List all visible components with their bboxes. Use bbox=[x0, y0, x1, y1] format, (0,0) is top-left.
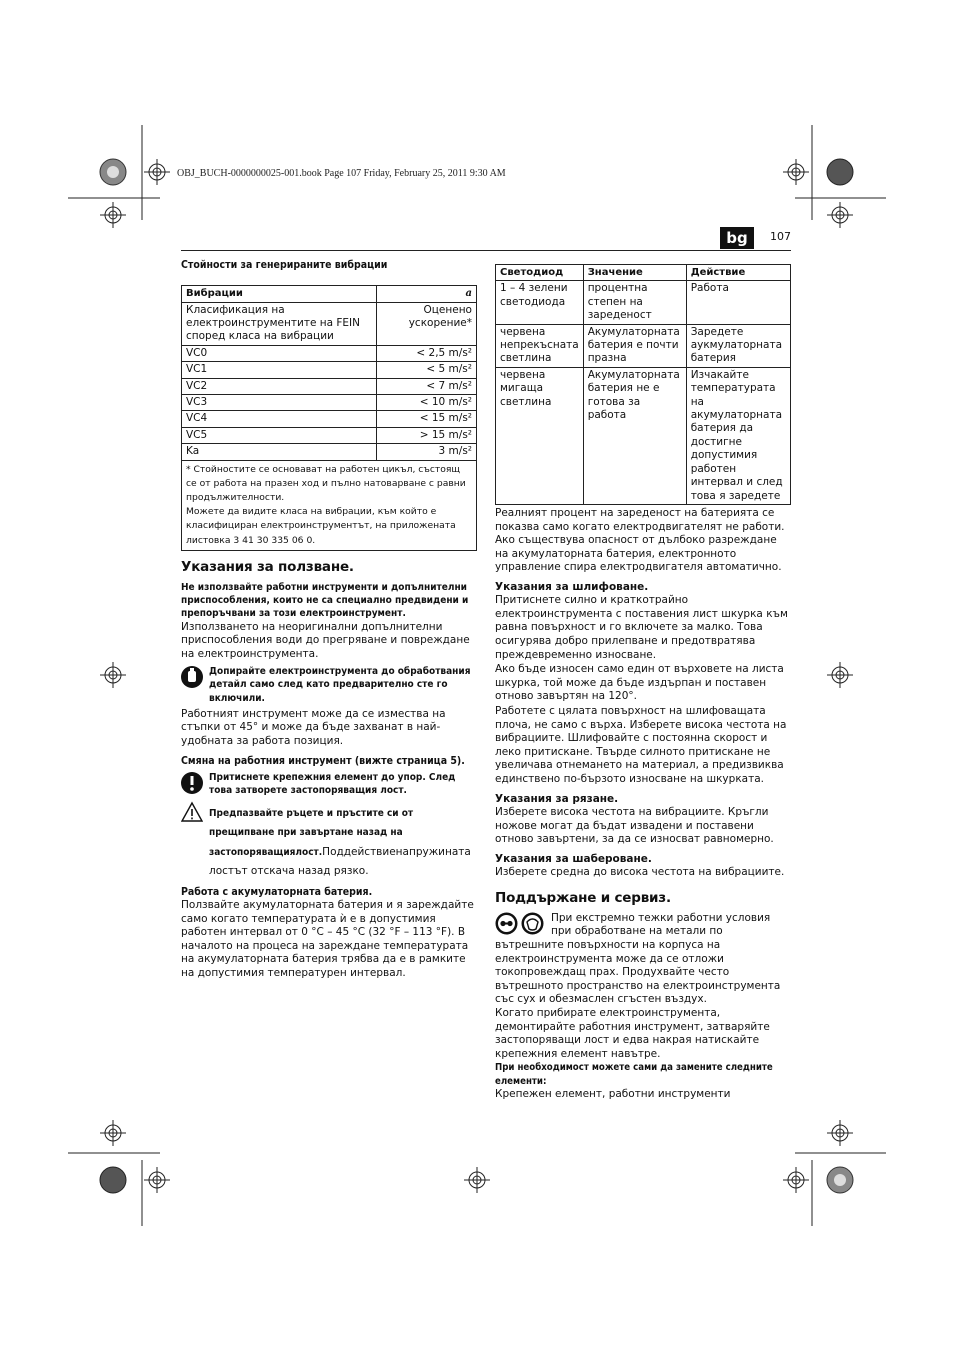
table-row bbox=[496, 367, 791, 504]
class-cell: VC5 bbox=[182, 427, 377, 443]
table-row bbox=[182, 302, 477, 345]
sanding-text-3: Работете с цялата повърхност на шлифоващата плоча, не само с върха. Изберете висока честота на вибрациите. Шлифовайте с постоянна скорост и леко притискане. Твърде силното притискане не увеличава отнемането на материал, а предизвиква единствено по-бързото износване на шкурката. bbox=[495, 705, 787, 785]
value-cell: < 7 m/s² bbox=[377, 378, 477, 394]
accel-col-header: a bbox=[377, 286, 477, 302]
meaning-cell: процентна степен на зареденост bbox=[583, 281, 686, 324]
battery-text: Ползвайте акумулаторната батерия и я зареждайте само когато температурата ѝ е в допустимия работен интервал от 0 °C – 45 °C (32 °F – 113 °F). В началото на процеса на зареждане температурата на акумулаторната батерия трябва да е в рамките на допустимия температурен интервал. bbox=[181, 899, 474, 980]
touch-warning: Допирайте електроинструмента до обработвания детайл само след като предварително сте го включили. bbox=[209, 666, 471, 704]
table-row bbox=[182, 444, 477, 460]
class-cell: Ka bbox=[182, 444, 377, 460]
usage-title: Указания за ползване. bbox=[181, 558, 354, 575]
deep-discharge-text: Ако съществува опасност от дълбоко разреждане на акумулаторната батерия, електронното управление спира електродвигателя автоматично. bbox=[495, 534, 782, 574]
touch-warning-block bbox=[181, 665, 477, 705]
usage-text: Използването на неоригинални допълнителни приспособления води до прегряване и повреждане на електроинструмента. bbox=[181, 620, 470, 660]
value-cell: < 10 m/s² bbox=[377, 395, 477, 411]
table-row bbox=[182, 345, 477, 361]
tool-position-text: Работният инструмент може да се измества на стъпки от 45° и може да бъде захванат в най-удобната за работа позиция. bbox=[181, 707, 446, 748]
service-text-2: Когато прибирате електроинструмента, демонтирайте работния инструмент, затваряйте застопоряващи лост и едва накрая натискайте крепежния елемент навътре. bbox=[495, 1006, 770, 1060]
action-cell: Заредете аукмулаторната батерия bbox=[686, 324, 790, 367]
table-footnote: * Стойностите се основават на работен цикъл, състоящ се от работа на празен ход и пълно натоварване с равни продължителности. bbox=[186, 463, 466, 504]
table-row bbox=[182, 378, 477, 394]
class-label-cell: Класификация на електроинструментите на FEIN според класа на вибрации bbox=[182, 302, 377, 345]
value-cell: > 15 m/s² bbox=[377, 427, 477, 443]
class-cell: VC4 bbox=[182, 411, 377, 427]
table-row bbox=[182, 427, 477, 443]
led-cell: 1 – 4 зелени светодиода bbox=[496, 281, 584, 324]
hand-on-tool-icon bbox=[181, 665, 203, 689]
right-column bbox=[495, 264, 791, 1101]
led-col-header: Светодиод bbox=[496, 265, 584, 281]
led-table-header bbox=[496, 265, 791, 281]
action-cell: Работа bbox=[686, 281, 790, 324]
service-text-1: При екстремно тежки работни условия при обработване на метали по вътрешните повърхности на корпуса на електроинструмента може да се отложи токопровеждащ прах. Продухвайте често вътрешното пространство на електроинструмента със сух и обезмаслен сгъстен въздух. bbox=[495, 911, 781, 1006]
vib-col-header: Вибрации bbox=[182, 286, 377, 302]
table-row bbox=[182, 395, 477, 411]
class-cell: VC0 bbox=[182, 345, 377, 361]
pinch-warning-block bbox=[181, 801, 477, 879]
press-warning: Притиснете крепежния елемент до упор. След това затворете застопоряващия лост. bbox=[209, 771, 456, 797]
warning-triangle-icon bbox=[181, 801, 203, 823]
led-cell: червена непрекъсната светлина bbox=[496, 324, 584, 367]
change-tool-title: Смяна на работния инструмент (вижте страница 5). bbox=[181, 754, 465, 767]
led-cell: червена мигаща светлина bbox=[496, 367, 584, 504]
table-row bbox=[182, 411, 477, 427]
sanding-text-2: Ако бъде износен само един от върховете на листа шкурка, той може да бъде издърпан и поставен отново завъртян на 120°. bbox=[495, 663, 784, 703]
usage-warning: Не използвайте работни инструменти и допълнителни приспособления, които не са специално предвидени и препоръчвани за този електроинструмент. bbox=[181, 581, 469, 620]
cutting-title: Указания за рязане. bbox=[495, 792, 619, 805]
action-col-header: Действие bbox=[686, 265, 790, 281]
replace-title: При необходимост можете сами да замените следните елементи: bbox=[495, 1062, 773, 1087]
safety-goggles-icon bbox=[495, 912, 518, 935]
vibration-title: Стойности за генерираните вибрации bbox=[181, 259, 388, 271]
table-row bbox=[496, 281, 791, 324]
sanding-title: Указания за шлифоване. bbox=[495, 580, 649, 593]
left-column bbox=[181, 259, 477, 981]
meaning-col-header: Значение bbox=[583, 265, 686, 281]
sanding-text-1: Притиснете силно и краткотрайно електроинструмента с поставения лист шкурка към равна повърхност и го включете за малко. Това осигурява добро прилепване и предотвратява преждевременно износване. bbox=[495, 594, 788, 661]
charge-text: Реалният процент на зареденост на батерията се показва само когато електродвигателят не работи. bbox=[495, 506, 785, 533]
pinch-warning: Предпазвайте ръцете и пръстите си от прещипване при завъртане назад на застопоряващиялост. bbox=[209, 808, 414, 858]
table-note-classification: Можете да видите класа на вибрации, към който е класифициран електроинструментът, на приложената листовка 3 41 30 335 06 0. bbox=[186, 506, 456, 546]
exclamation-icon bbox=[181, 771, 203, 795]
replace-text: Крепежен елемент, работни инструменти bbox=[495, 1087, 731, 1100]
press-warning-block bbox=[181, 771, 477, 797]
service-title: Поддържане и сервиз. bbox=[495, 889, 671, 906]
class-value-cell: Оценено ускорение* bbox=[377, 302, 477, 345]
scraping-title: Указания за шабероване. bbox=[495, 852, 652, 865]
service-icons bbox=[495, 912, 547, 938]
table-row bbox=[496, 324, 791, 367]
page-number: 107 bbox=[770, 230, 791, 243]
meaning-cell: Акумулаторната батерия е почти празна bbox=[583, 324, 686, 367]
scraping-text: Изберете средна до висока честота на вибрациите. bbox=[495, 866, 785, 879]
pinch-warning-rest: Поддействиенапружината лостът отскача назад рязко. bbox=[209, 845, 471, 878]
led-table bbox=[495, 264, 791, 505]
table-row bbox=[182, 362, 477, 378]
header-rule bbox=[181, 250, 791, 251]
vibration-table bbox=[181, 285, 477, 551]
language-badge: bg bbox=[720, 227, 754, 249]
meaning-cell: Акумулаторната батерия не е готова за работа bbox=[583, 367, 686, 504]
cutting-text: Изберете висока честота на вибрациите. Кръгли ножове могат да бъдат извадени и поставени отново завъртени, за да се износват равномерно. bbox=[495, 806, 774, 846]
value-cell: < 15 m/s² bbox=[377, 411, 477, 427]
table-note-row bbox=[182, 460, 477, 550]
value-cell: 3 m/s² bbox=[377, 444, 477, 460]
vibration-table-header bbox=[182, 286, 477, 302]
value-cell: < 2,5 m/s² bbox=[377, 345, 477, 361]
class-cell: VC1 bbox=[182, 362, 377, 378]
battery-title: Работа с акумулаторната батерия. bbox=[181, 885, 373, 898]
dust-mask-icon bbox=[521, 912, 544, 935]
class-cell: VC3 bbox=[182, 395, 377, 411]
value-cell: < 5 m/s² bbox=[377, 362, 477, 378]
service-block bbox=[495, 912, 791, 1007]
class-cell: VC2 bbox=[182, 378, 377, 394]
action-cell: Изчакайте температурата на акумулаторната батерия да достигне допустимия работен интервал и след това я заредете bbox=[686, 367, 790, 504]
file-info-line: OBJ_BUCH-0000000025-001.book Page 107 Friday, February 25, 2011 9:30 AM bbox=[177, 168, 506, 179]
